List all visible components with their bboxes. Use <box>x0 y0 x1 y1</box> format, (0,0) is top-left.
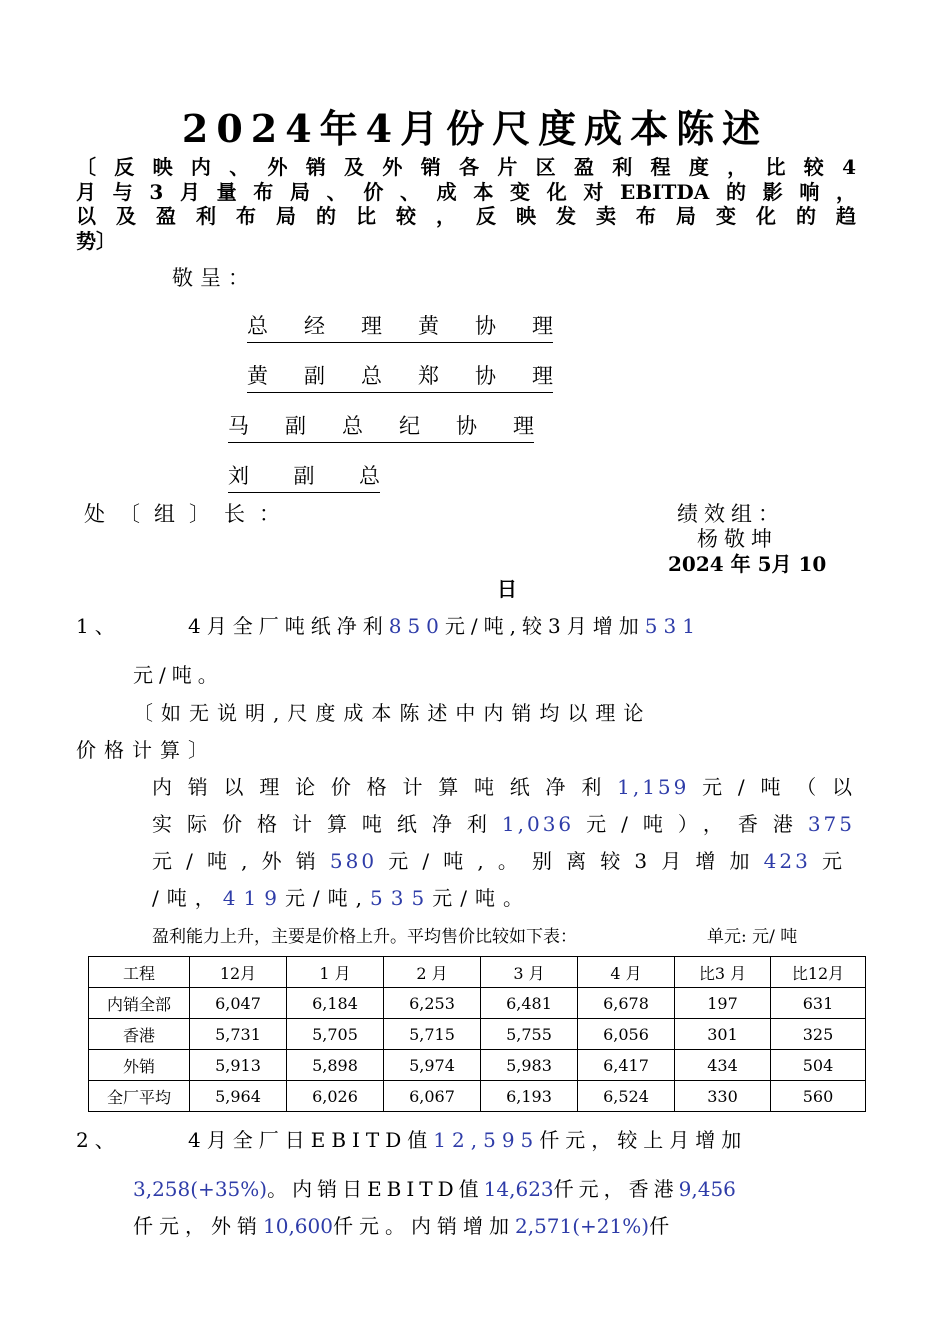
table-cell: 6,678 <box>578 988 675 1019</box>
section-2-line-3 <box>133 1210 675 1239</box>
s1-p3-text: 元/吨,外销 <box>152 849 330 873</box>
s1-p1-text-b: 元/吨（以 <box>689 775 855 799</box>
price-comparison-table <box>88 956 866 1112</box>
table-cell: 5,755 <box>481 1019 578 1050</box>
table-header: 比12月 <box>771 957 866 988</box>
table-unit: 单元: 元/ 吨 <box>707 927 798 947</box>
table-cell: 5,913 <box>190 1050 287 1081</box>
table-cell: 外销 <box>89 1050 190 1081</box>
recipient-4: 刘副总 <box>228 460 380 493</box>
recipient-1: 总经理黄协理 <box>247 310 553 343</box>
table-cell: 6,047 <box>190 988 287 1019</box>
s1-p4-text-c: 元/吨。 <box>432 886 531 910</box>
table-cell: 560 <box>771 1081 866 1112</box>
table-cell: 434 <box>675 1050 771 1081</box>
table-header-row <box>89 957 866 988</box>
recipient-3: 马副总纪协理 <box>228 410 534 443</box>
table-cell: 197 <box>675 988 771 1019</box>
s2-plant-ebitd: 12,595 <box>433 1128 540 1152</box>
table-cell: 5,983 <box>481 1050 578 1081</box>
s1-note-1: 〔如无说明,尺度成本陈述中内销均以理论 <box>133 701 652 725</box>
table-cell: 5,974 <box>384 1050 481 1081</box>
dept-label: 处〔组〕长： <box>84 502 294 526</box>
s1-p3-text-c: 元 <box>810 849 845 873</box>
table-cell: 内销全部 <box>89 988 190 1019</box>
s2-text-5: 仟元，外销 <box>133 1214 263 1238</box>
section-2-number: 2、 <box>76 1128 121 1152</box>
page-title: 2024年4月份尺度成本陈述 <box>181 106 769 151</box>
s2-domestic-ebitd: 14,623 <box>483 1177 554 1201</box>
table-intro: 盈利能力上升，主要是价格上升。平均售价比较如下表： <box>152 927 577 947</box>
section-1-line-1 <box>188 610 701 639</box>
table-header: 3 月 <box>481 957 578 988</box>
table-cell: 325 <box>771 1019 866 1050</box>
table-cell: 5,731 <box>190 1019 287 1050</box>
table-cell: 301 <box>675 1019 771 1050</box>
s1-p2-text: 实际价格计算吨纸净利 <box>152 812 502 836</box>
report-date: 2024 年 5月 10 <box>668 552 827 576</box>
table-cell: 香港 <box>89 1019 190 1050</box>
table-header: 2 月 <box>384 957 481 988</box>
s1-p3-text-b: 元/吨,。别离较3月增加 <box>377 849 764 873</box>
table-row <box>89 1081 866 1112</box>
salutation: 敬呈： <box>172 266 256 290</box>
table-cell: 6,056 <box>578 1019 675 1050</box>
table-cell: 6,481 <box>481 988 578 1019</box>
s2-text-4: 仟元，香港 <box>553 1177 679 1201</box>
table-row <box>89 988 866 1019</box>
s1-domestic-actual: 1,036 <box>501 812 575 836</box>
table-cell: 6,417 <box>578 1050 675 1081</box>
table-cell: 5,705 <box>287 1019 384 1050</box>
s2-text-3: 。内销日EBITD值 <box>267 1177 484 1201</box>
sender-name: 杨敬坤 <box>697 527 778 551</box>
section-1-number: 1、 <box>76 614 121 638</box>
table-cell: 5,964 <box>190 1081 287 1112</box>
table-cell: 5,715 <box>384 1019 481 1050</box>
table-cell: 6,184 <box>287 988 384 1019</box>
table-cell: 6,253 <box>384 988 481 1019</box>
s2-ebitd-increase: 3,258(+35%) <box>133 1177 268 1201</box>
table-cell: 6,026 <box>287 1081 384 1112</box>
subtitle-line-3: 以及盈利布局的比较，反映发卖布局变化的趋 <box>76 204 856 228</box>
s1-p2-text-b: 元/吨），香港 <box>574 812 808 836</box>
subtitle-line-1: 〔反映内、外销及外销各片区盈利程度，比较4 <box>76 155 856 179</box>
table-cell: 330 <box>675 1081 771 1112</box>
section-2-line-2 <box>133 1173 736 1202</box>
s2-text-1: 4月全厂日EBITD值 <box>188 1128 434 1152</box>
table-header: 4 月 <box>578 957 675 988</box>
s1-p4-text-b: 元/吨, <box>284 886 371 910</box>
s1-para-line-2 <box>152 808 855 837</box>
s1-para-line-4 <box>152 882 531 911</box>
s1-domestic-theoretical: 1,159 <box>617 775 690 799</box>
s1-text-2: 元/吨,较3月增加 <box>444 614 645 638</box>
s2-export-ebitd: 10,600 <box>263 1214 333 1238</box>
table-header: 1 月 <box>287 957 384 988</box>
table-cell: 6,193 <box>481 1081 578 1112</box>
table-cell: 5,898 <box>287 1050 384 1081</box>
recipient-2: 黄副总郑协理 <box>247 360 553 393</box>
s2-domestic-increase: 2,571(+21%) <box>514 1214 650 1238</box>
table-header: 比3 月 <box>675 957 771 988</box>
s1-net-profit: 850 <box>388 614 445 638</box>
table-cell: 6,524 <box>578 1081 675 1112</box>
s1-para-line-3 <box>152 845 845 874</box>
subtitle-line-4: 势〕 <box>76 229 116 253</box>
s1-p1-text: 内销以理论价格计算吨纸净利 <box>152 775 618 799</box>
s1-p4-text: /吨， <box>152 886 223 910</box>
table-row <box>89 1019 866 1050</box>
s2-text-7: 仟 <box>649 1214 676 1238</box>
s1-domestic-increase: 423 <box>763 849 811 873</box>
s1-text-1: 4月全厂吨纸净利 <box>188 614 389 638</box>
report-date-day: 日 <box>497 577 517 601</box>
s1-profit-increase: 531 <box>644 614 701 638</box>
table-header: 工程 <box>89 957 190 988</box>
table-cell: 6,067 <box>384 1081 481 1112</box>
table-row <box>89 1050 866 1081</box>
table-cell: 631 <box>771 988 866 1019</box>
s1-hongkong-increase: 419 <box>222 886 285 910</box>
section-2-line-1 <box>188 1124 747 1153</box>
table-cell: 全厂平均 <box>89 1081 190 1112</box>
subtitle-line-2: 月与3月量布局、价、成本变化对EBITDA的影响， <box>76 180 856 204</box>
s1-text-3: 元/吨。 <box>133 663 224 687</box>
table-header: 12月 <box>190 957 287 988</box>
s2-hongkong-ebitd: 9,456 <box>678 1177 736 1201</box>
s2-text-2: 仟元，较上月增加 <box>539 1128 748 1152</box>
s1-export-increase: 535 <box>370 886 433 910</box>
s1-note-2: 价格计算〕 <box>76 738 216 762</box>
s1-hongkong-profit: 375 <box>807 812 855 836</box>
s1-export-profit: 580 <box>329 849 378 873</box>
s2-text-6: 仟元。内销增加 <box>332 1214 515 1238</box>
s1-para-line-1 <box>152 771 855 800</box>
table-cell: 504 <box>771 1050 866 1081</box>
sender-group: 绩效组： <box>677 502 785 526</box>
